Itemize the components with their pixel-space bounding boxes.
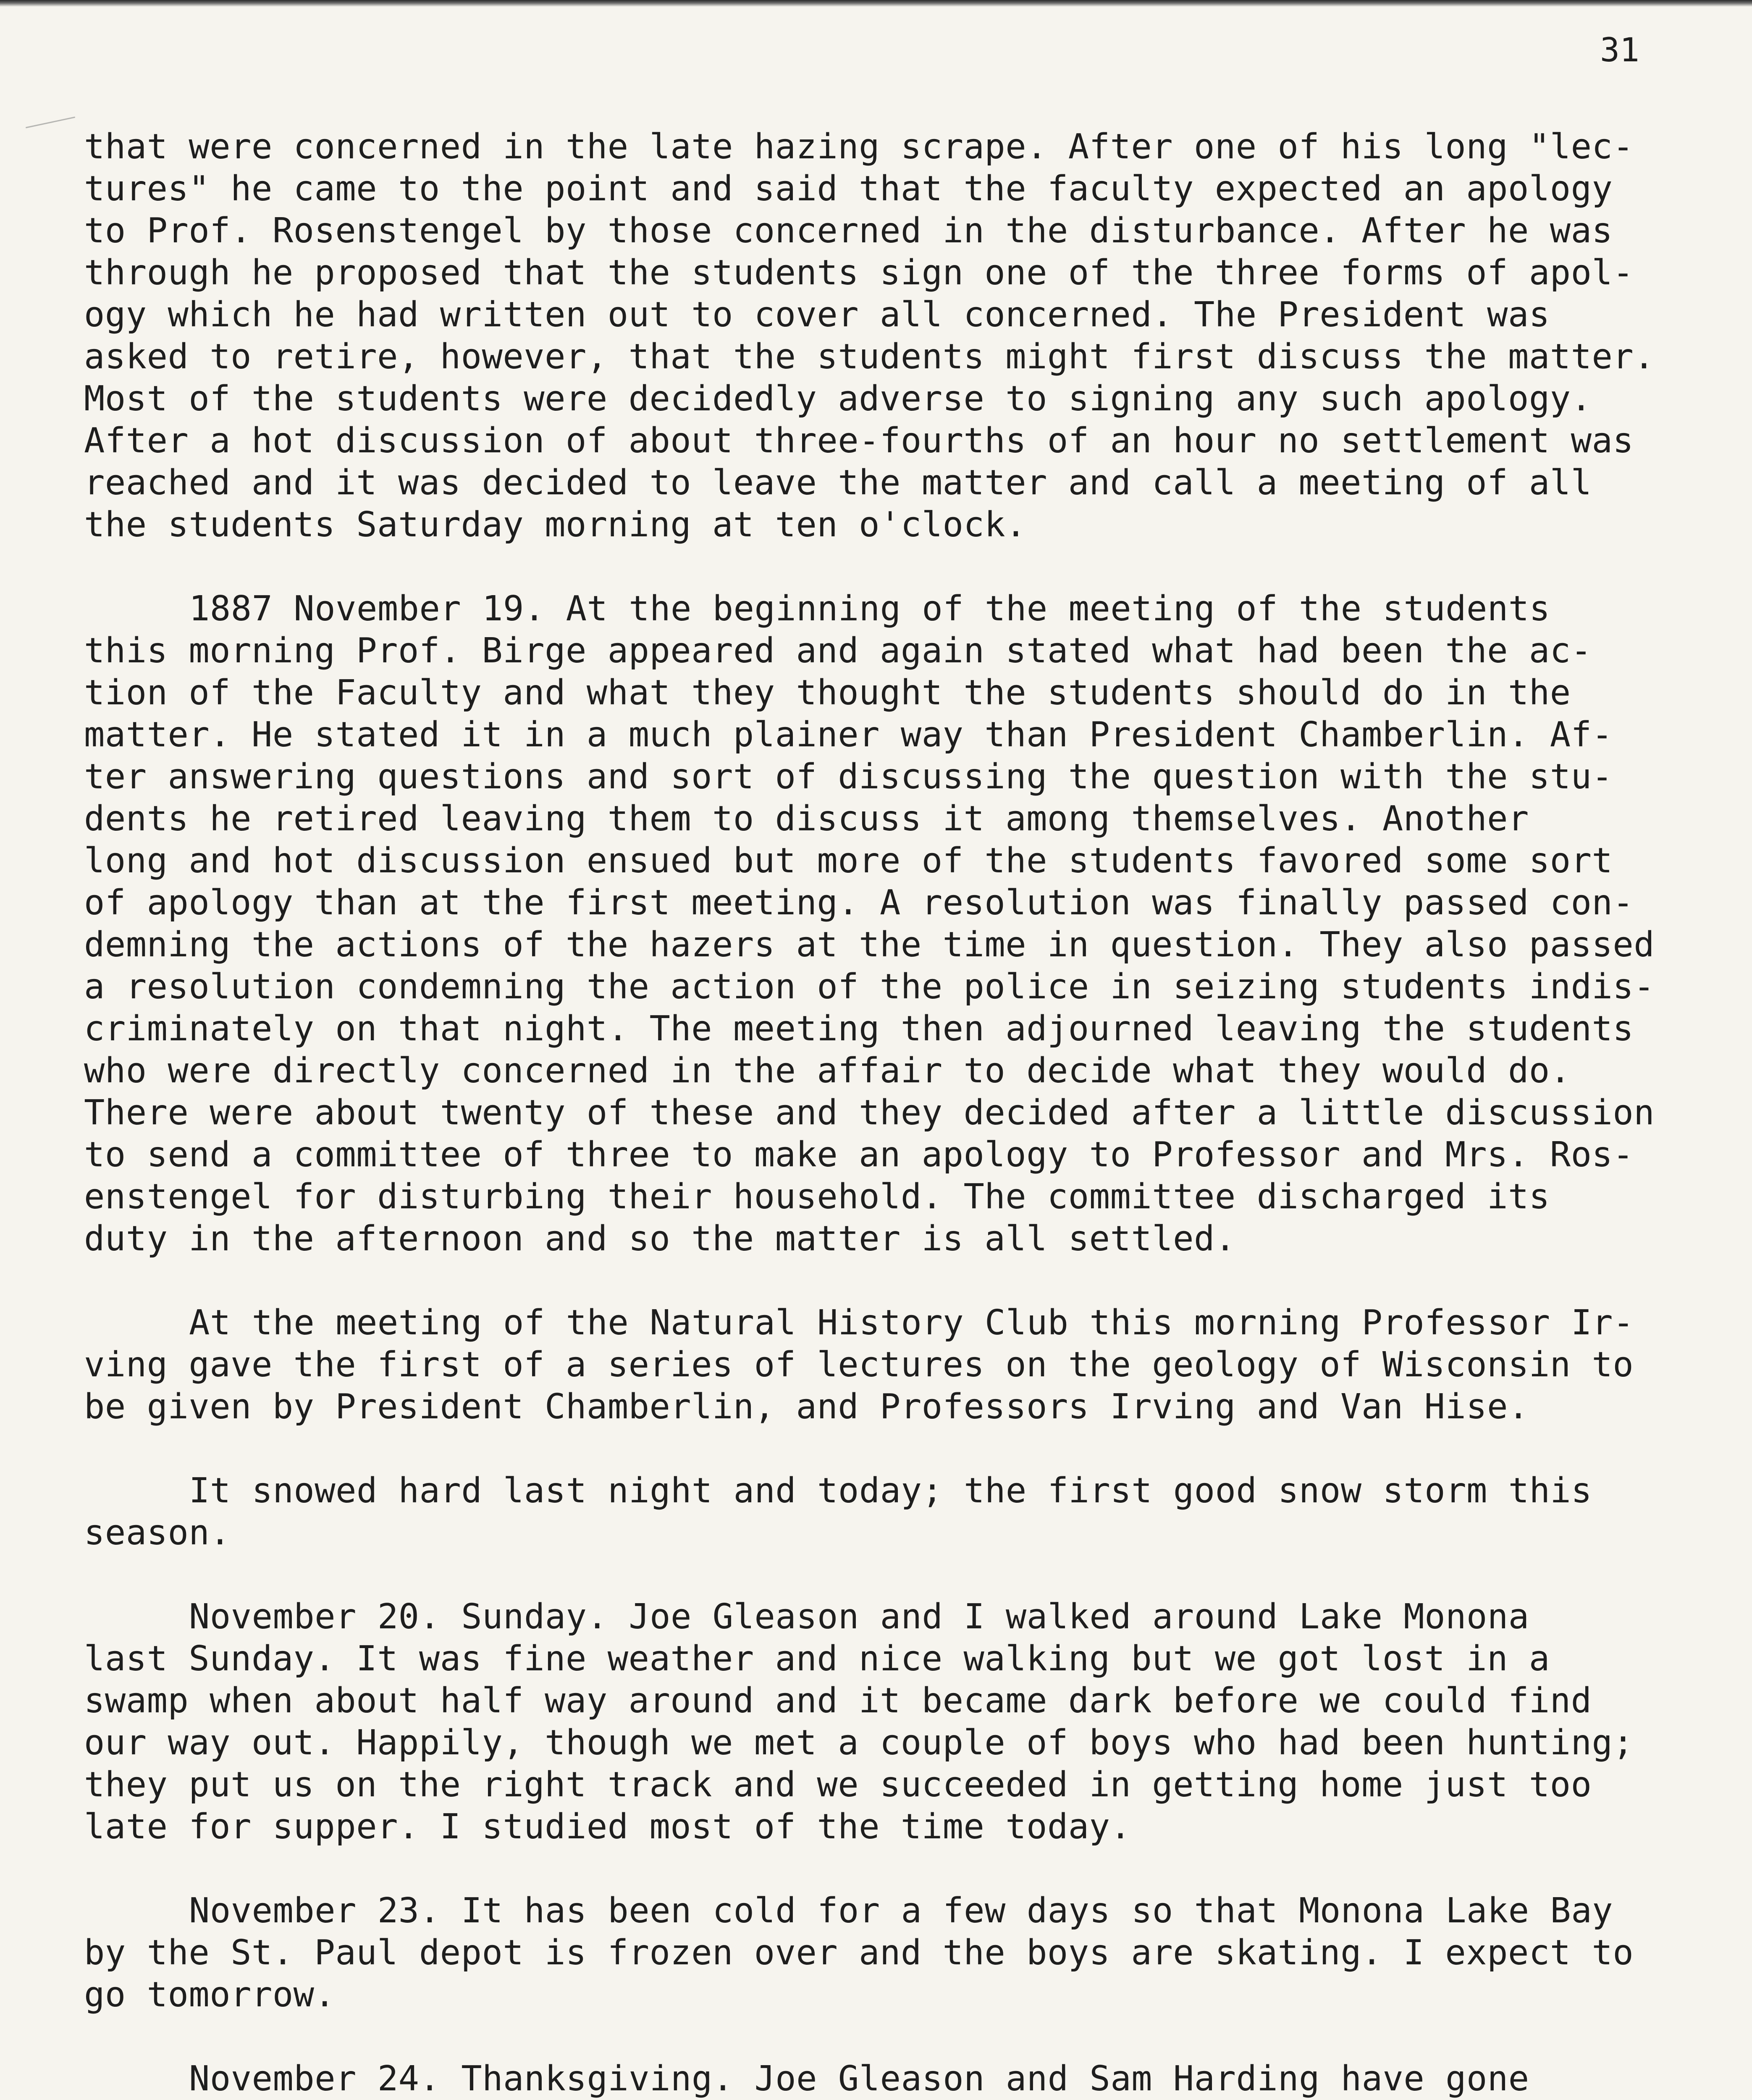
text-line: tion of the Faculty and what they thought the students should do in the	[84, 673, 1571, 713]
text-line: ogy which he had written out to cover all concerned. The President was	[84, 295, 1550, 335]
text-line: matter. He stated it in a much plainer way than President Chamberlin. Af-	[84, 715, 1613, 755]
text-line: a resolution condemning the action of the police in seizing students indis-	[84, 967, 1655, 1007]
text-line: of apology than at the first meeting. A resolution was finally passed con-	[84, 883, 1634, 923]
text-line: who were directly concerned in the affair to decide what they would do.	[84, 1051, 1571, 1091]
diary-paragraph	[84, 1890, 1692, 2016]
diary-paragraph	[84, 1302, 1692, 1428]
diary-paragraph	[84, 126, 1692, 546]
text-line: last Sunday. It was fine weather and nice walking but we got lost in a	[84, 1639, 1550, 1679]
text-line: dents he retired leaving them to discuss it among themselves. Another	[84, 799, 1529, 839]
text-line: by the St. Paul depot is frozen over and the boys are skating. I expect to	[84, 1933, 1634, 1973]
text-line: that were concerned in the late hazing scrape. After one of his long "lec-	[84, 127, 1634, 167]
text-line: to send a committee of three to make an apology to Professor and Mrs. Ros-	[84, 1135, 1634, 1175]
text-line: this morning Prof. Birge appeared and again stated what had been the ac-	[84, 631, 1592, 671]
diary-paragraph	[84, 588, 1692, 1260]
text-line: season.	[84, 1513, 231, 1553]
text-line: demning the actions of the hazers at the time in question. They also passed	[84, 925, 1655, 965]
text-line: late for supper. I studied most of the time today.	[84, 1807, 1131, 1847]
text-line: duty in the afternoon and so the matter is all settled.	[84, 1219, 1236, 1259]
text-line: Most of the students were decidedly adverse to signing any such apology.	[84, 379, 1592, 419]
text-line: November 20. Sunday. Joe Gleason and I walked around Lake Monona	[189, 1597, 1529, 1637]
text-line: reached and it was decided to leave the matter and call a meeting of all	[84, 463, 1592, 503]
text-line: asked to retire, however, that the students might first discuss the matter.	[84, 337, 1655, 377]
text-line: enstengel for disturbing their household. The committee discharged its	[84, 1177, 1550, 1217]
text-line: criminately on that night. The meeting then adjourned leaving the students	[84, 1009, 1634, 1049]
diary-text	[84, 126, 1692, 2100]
text-line: they put us on the right track and we succeeded in getting home just too	[84, 1765, 1592, 1805]
text-line: November 24. Thanksgiving. Joe Gleason and Sam Harding have gone	[189, 2059, 1529, 2099]
text-line: ving gave the first of a series of lectures on the geology of Wisconsin to	[84, 1345, 1634, 1385]
diary-paragraph	[84, 2058, 1692, 2100]
text-line: ter answering questions and sort of discussing the question with the stu-	[84, 757, 1613, 797]
text-line: There were about twenty of these and they decided after a little discussion	[84, 1093, 1655, 1133]
page-number: 31	[1600, 32, 1639, 69]
text-line: go tomorrow.	[84, 1975, 336, 2015]
diary-paragraph	[84, 1470, 1692, 1554]
text-line: swamp when about half way around and it became dark before we could find	[84, 1681, 1592, 1721]
text-line: our way out. Happily, though we met a couple of boys who had been hunting;	[84, 1723, 1634, 1763]
diary-paragraph	[84, 1596, 1692, 1848]
text-line: November 23. It has been cold for a few days so that Monona Lake Bay	[189, 1891, 1613, 1931]
text-line: the students Saturday morning at ten o'clock.	[84, 505, 1027, 545]
text-line: After a hot discussion of about three-fourths of an hour no settlement was	[84, 421, 1634, 461]
stray-pen-mark	[26, 117, 75, 129]
scan-top-edge	[0, 0, 1752, 7]
text-line: long and hot discussion ensued but more of the students favored some sort	[84, 841, 1613, 881]
text-line: It snowed hard last night and today; the first good snow storm this	[189, 1471, 1592, 1511]
text-line: At the meeting of the Natural History Club this morning Professor Ir-	[189, 1303, 1634, 1343]
text-line: through he proposed that the students sign one of the three forms of apol-	[84, 253, 1634, 293]
text-line: 1887 November 19. At the beginning of the meeting of the students	[189, 589, 1550, 629]
text-line: to Prof. Rosenstengel by those concerned in the disturbance. After he was	[84, 211, 1613, 251]
text-line: be given by President Chamberlin, and Professors Irving and Van Hise.	[84, 1387, 1529, 1427]
text-line: tures" he came to the point and said that the faculty expected an apology	[84, 169, 1613, 209]
